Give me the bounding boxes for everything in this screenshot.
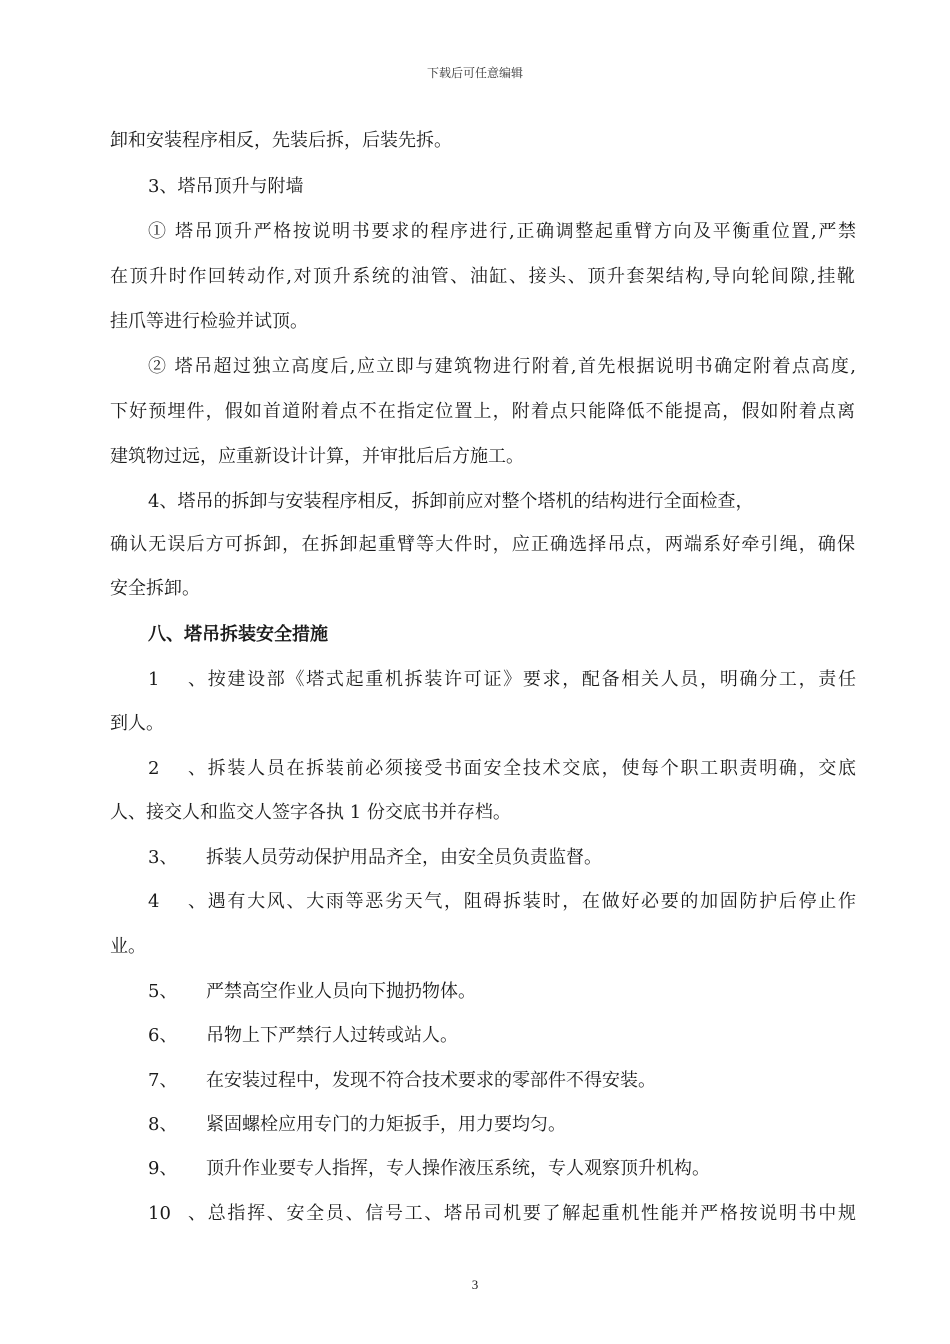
paragraph-line: ① 塔吊顶升严格按说明书要求的程序进行,正确调整起重臂方向及平衡重位置,严禁 <box>148 221 856 242</box>
item-text: 拆装人员在拆装前必须接受书面安全技术交底，使每个职工职责明确，交底 <box>206 758 856 779</box>
paragraph-line: 下好预埋件，假如首道附着点不在指定位置上，附着点只能降低不能提高，假如附着点离 <box>110 401 855 422</box>
item-number: 9、 <box>148 1158 178 1179</box>
page-header: 下载后可任意编辑 <box>426 66 523 80</box>
list-item <box>148 1113 908 1137</box>
list-item-continuation: 人、接交人和监交人签字各执 1 份交底书并存档。 <box>110 802 511 823</box>
item-number: 6、 <box>148 1025 178 1046</box>
list-item <box>148 890 856 914</box>
paragraph-line: 挂爪等进行检验并试顶。 <box>110 311 308 332</box>
section-heading: 3、塔吊顶升与附墙 <box>148 176 304 197</box>
section-title: 八、塔吊拆装安全措施 <box>148 624 328 645</box>
paragraph-line: 在顶升时作回转动作,对顶升系统的油管、油缸、接头、顶升套架结构,导向轮间隙,挂靴 <box>110 266 855 287</box>
list-item <box>148 1157 908 1181</box>
paragraph-line: 4、塔吊的拆卸与安装程序相反，拆卸前应对整个塔机的结构进行全面检查， <box>148 491 754 512</box>
list-item <box>148 980 908 1004</box>
item-number: 8、 <box>148 1114 178 1135</box>
paragraph-line: 确认无误后方可拆卸，在拆卸起重臂等大件时，应正确选择吊点，两端系好牵引绳，确保 <box>110 534 855 555</box>
item-text: 紧固螺栓应用专门的力矩扳手，用力要均匀。 <box>206 1114 566 1135</box>
list-item <box>148 1024 908 1048</box>
item-text: 严禁高空作业人员向下抛扔物体。 <box>206 981 476 1002</box>
item-number: 1、 <box>148 669 206 690</box>
item-text: 在安装过程中，发现不符合技术要求的零部件不得安装。 <box>206 1070 656 1091</box>
item-number: 4、 <box>148 891 206 912</box>
list-item-continuation: 到人。 <box>110 713 164 734</box>
page-number: 3 <box>471 1277 479 1292</box>
paragraph-line: 安全拆卸。 <box>110 578 200 599</box>
paragraph-line: 建筑物过远，应重新设计计算，并审批后后方施工。 <box>110 446 524 467</box>
item-text: 拆装人员劳动保护用品齐全，由安全员负责监督。 <box>206 847 602 868</box>
item-number: 3、 <box>148 847 178 868</box>
list-item <box>148 757 856 781</box>
item-number: 7、 <box>148 1070 178 1091</box>
list-item <box>148 1069 908 1093</box>
item-number: 10、 <box>148 1203 206 1224</box>
item-text: 顶升作业要专人指挥，专人操作液压系统，专人观察顶升机构。 <box>206 1158 710 1179</box>
list-item <box>148 846 908 870</box>
list-item-continuation: 业。 <box>110 936 146 957</box>
list-item <box>148 668 856 692</box>
item-number: 2、 <box>148 758 206 779</box>
paragraph-line: ② 塔吊超过独立高度后,应立即与建筑物进行附着,首先根据说明书确定附着点高度, <box>148 356 856 377</box>
item-text: 按建设部《塔式起重机拆装许可证》要求，配备相关人员，明确分工，责任 <box>206 669 856 690</box>
item-number: 5、 <box>148 981 178 1002</box>
item-text: 总指挥、安全员、信号工、塔吊司机要了解起重机性能并严格按说明书中规 <box>206 1203 856 1224</box>
item-text: 遇有大风、大雨等恶劣天气，阻碍拆装时，在做好必要的加固防护后停止作 <box>206 891 856 912</box>
list-item <box>148 1202 856 1226</box>
item-text: 吊物上下严禁行人过转或站人。 <box>206 1025 458 1046</box>
paragraph-line: 卸和安装程序相反，先装后拆，后装先拆。 <box>110 130 452 151</box>
